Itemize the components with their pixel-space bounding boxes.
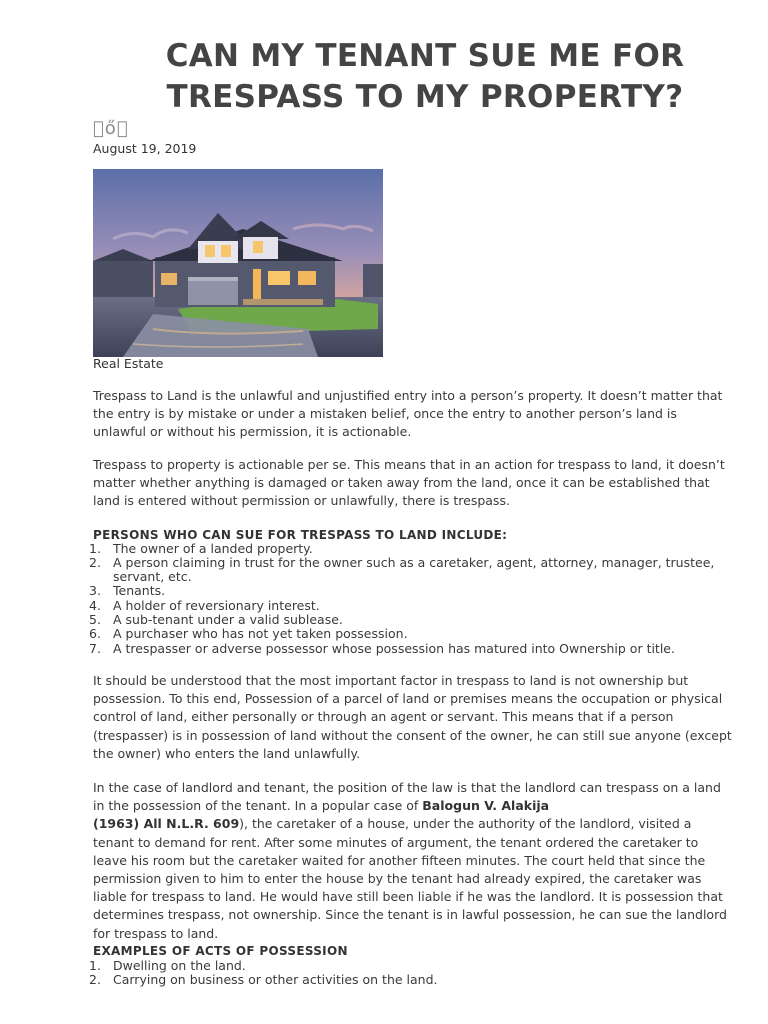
- persons-list: [89, 541, 743, 656]
- list-item-number: 4.: [89, 597, 101, 613]
- list-item: [89, 583, 743, 599]
- publish-date: August 19, 2019: [93, 141, 197, 156]
- list-item: [89, 626, 743, 642]
- list-item-number: 2.: [89, 972, 101, 988]
- list-item: [89, 541, 743, 556]
- paragraph-possession: It should be understood that the most important factor in trespass to land is not ownership but possession. To this end, Possession of a parcel of land or premises means the occupation or physical control of land, either personally or through an agent or servant. This means that if a person (trespasser) is in possession of land without the consent of the owner, he can still sue anyone (except the owner) who enters the land unlawfully.: [93, 673, 732, 761]
- list-item-text: A trespasser or adverse possessor whose possession has matured into Ownership or title.: [113, 640, 675, 656]
- list-item: [89, 612, 743, 628]
- paragraph-landlord-tenant: [93, 779, 733, 943]
- list-item-number: 1.: [89, 958, 101, 973]
- case-name: Balogun V. Alakija: [422, 798, 550, 814]
- list-item-text: A person claiming in trust for the owner such as a caretaker, agent, attorney, manager, trustee, servant, etc.: [113, 555, 715, 584]
- examples-heading: EXAMPLES OF ACTS OF POSSESSION: [93, 944, 348, 958]
- list-item: [89, 640, 743, 656]
- p4-body: ), the caretaker of a house, under the authority of the landlord, visited a tenant to demand for rent. After some minutes of argument, the tenant ordered the caretaker to leave his room but the caretaker waited for another fifteen minutes. The court held that since the permission given to him to enter the house by the tenant had already expired, the caretaker was liable for trespass to land. He would have still been liable if he was the landlord. It is possession that determines trespass, not ownership. Since the tenant is in lawful possession, he can sue the landlord for trespass to land.: [93, 816, 727, 941]
- list-item: [89, 555, 743, 584]
- image-caption: Real Estate: [93, 356, 164, 371]
- list-item-number: 2.: [89, 555, 101, 571]
- p4-intro: In the case of landlord and tenant, the position of the law is that the landlord can trespass on a land in the possession of the tenant. In a popular case of: [93, 780, 721, 814]
- list-item-text: A sub-tenant under a valid sublease.: [113, 612, 343, 628]
- list-item-text: A holder of reversionary interest.: [113, 597, 320, 613]
- case-citation: (1963) All N.L.R. 609: [93, 816, 240, 832]
- list-item: [89, 958, 743, 973]
- persons-heading: PERSONS WHO CAN SUE FOR TRESPASS TO LAND INCLUDE:: [93, 528, 508, 542]
- paragraph-actionable: Trespass to property is actionable per se. This means that in an action for trespass to land, it doesn’t matter whether anything is damaged or taken away from the land, once it can be established that land is entered without permission or unlawfully, there is trespass.: [93, 457, 725, 509]
- list-item-number: 3.: [89, 583, 101, 599]
- paragraph-definition: Trespass to Land is the unlawful and unjustified entry into a person’s property. It doesn’t matter that the entry is by mistake or under a mistaken belief, once the entry to another person’s land is unlawful or without his permission, it is actionable.: [93, 388, 723, 440]
- list-item-text: Dwelling on the land.: [113, 958, 246, 973]
- list-item-number: 7.: [89, 640, 101, 656]
- list-item: [89, 597, 743, 613]
- list-item-text: The owner of a landed property.: [113, 541, 313, 556]
- list-item-text: A purchaser who has not yet taken possession.: [113, 626, 408, 642]
- title-glyph: 󳭓ő󳭔: [93, 118, 129, 139]
- list-item-number: 6.: [89, 626, 101, 642]
- examples-list: [89, 958, 743, 988]
- house-photo: [93, 169, 383, 357]
- list-item-number: 5.: [89, 612, 101, 628]
- list-item-number: 1.: [89, 541, 101, 556]
- list-item-text: Tenants.: [113, 583, 166, 599]
- list-item-text: Carrying on business or other activities on the land.: [113, 972, 438, 988]
- list-item: [89, 972, 743, 988]
- page-title: CAN MY TENANT SUE ME FOR TRESPASS TO MY PROPERTY?: [165, 38, 685, 115]
